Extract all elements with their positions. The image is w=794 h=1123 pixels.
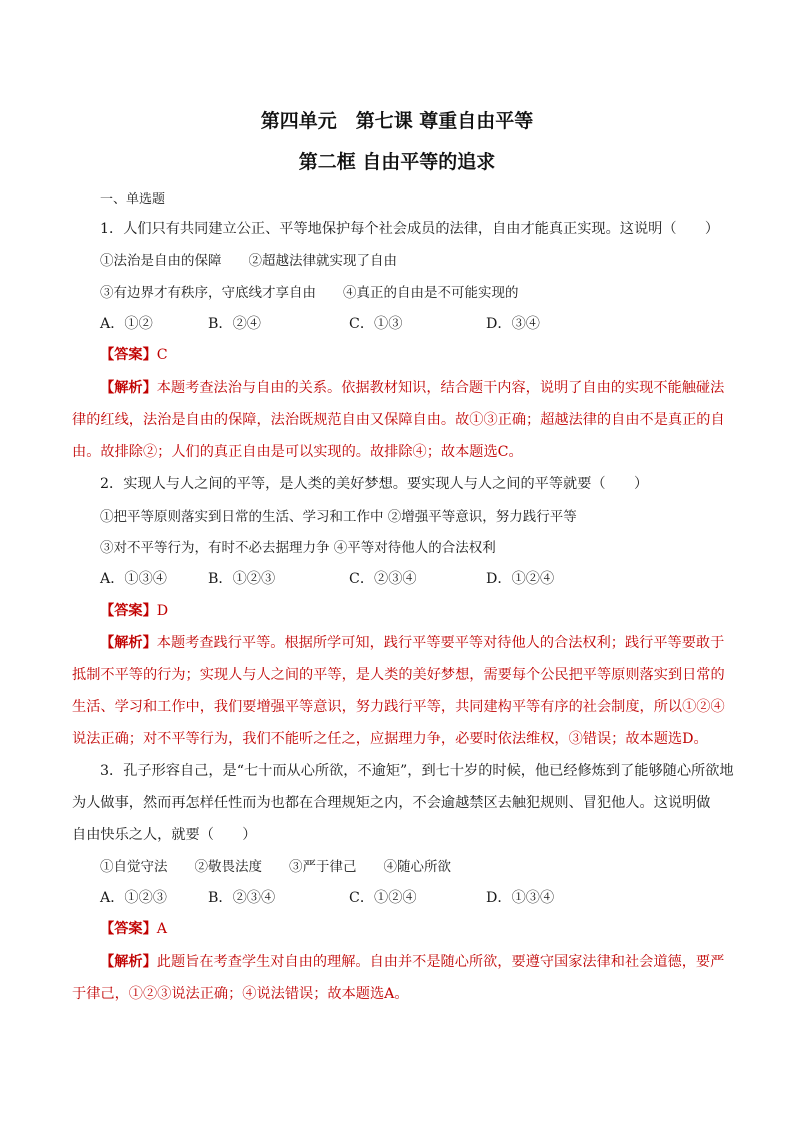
q3-analysis-text-1: 此题旨在考查学生对自由的理解。自由并不是随心所欲，要遵守国家法律和社会道德，要严 (156, 954, 725, 970)
q2-option-b: B．①②③ (208, 571, 276, 587)
q3-analysis-line-1 (100, 952, 725, 972)
q1-analysis-line-3: 由。故排除②；人们的真正自由是可以实现的。故排除④；故本题选C。 (72, 444, 523, 460)
q1-option-a: A．①② (100, 316, 153, 332)
q2-analysis-text-1: 本题考查践行平等。根据所学可知，践行平等要平等对待他人的合法权利；践行平等要敢于 (156, 635, 725, 651)
answer-label: 【答案】 (100, 603, 157, 619)
q2-option-c: C．②③④ (349, 571, 417, 587)
q1-stem: 1．人们只有共同建立公正、平等地保护每个社会成员的法律，自由才能真正实现。这说明（ ） (100, 221, 720, 237)
q1-answer (100, 345, 720, 365)
q3-option-b: B．②③④ (208, 890, 276, 906)
q3-answer (100, 919, 720, 939)
analysis-label: 【解析】 (100, 635, 157, 651)
q3-stem-line-3: 自由快乐之人，就要（ ） (72, 827, 257, 843)
q2-analysis-line-4: 说法正确；对不平等行为，我们不能听之任之，应据理力争，必要时依法维权，③错误；故本题选D。 (72, 731, 708, 747)
q3-option-d: D．①③④ (486, 890, 555, 906)
q1-answer-value: C (156, 347, 168, 363)
q2-analysis-line-3: 生活、学习和工作中，我们要增强平等意识，努力践行平等，共同建构平等有序的社会制度，所以①②④ (72, 699, 725, 715)
q1-option-b: B．②④ (208, 316, 261, 332)
q2-statement-1: ①把平等原则落实到日常的生活、学习和工作中 ②增强平等意识，努力践行平等 (100, 509, 577, 525)
q1-analysis-line-2: 律的红线，法治是自由的保障，法治既规范自由又保障自由。故①③正确；超越法律的自由不是真正的自 (72, 412, 725, 428)
q3-option-c: C．①②④ (349, 890, 417, 906)
analysis-label: 【解析】 (100, 380, 157, 396)
q2-answer-value: D (156, 603, 169, 619)
q1-statement-2: ③有边界才有秩序，守底线才享自由 ④真正的自由是不可能实现的 (100, 285, 519, 301)
q3-stem-line-1: 3．孔子形容自己，是“七十而从心所欲，不逾矩”，到七十岁的时候，他已经修炼到了能够随心所欲地 (100, 763, 734, 779)
lesson-title: 第二框 自由平等的追求 (298, 151, 496, 173)
q1-option-c: C．①③ (349, 316, 403, 332)
answer-label: 【答案】 (100, 347, 157, 363)
answer-label: 【答案】 (100, 921, 157, 937)
q3-option-a: A．①②③ (100, 890, 167, 906)
q2-statement-2: ③对不平等行为，有时不必去据理力争 ④平等对待他人的合法权利 (100, 540, 496, 556)
unit-title: 第四单元 第七课 尊重自由平等 (260, 110, 534, 132)
q1-analysis-line-1 (100, 378, 725, 398)
q3-stem-line-2: 为人做事，然而再怎样任性而为也都在合理规矩之内，不会逾越禁区去触犯规则、冒犯他人。这说明做 (72, 795, 711, 811)
q3-answer-value: A (156, 921, 168, 937)
q1-option-d: D．③④ (486, 316, 540, 332)
q2-analysis-line-2: 抵制不平等的行为；实现人与人之间的平等，是人类的美好梦想，需要每个公民把平等原则落实到日常的 (72, 667, 725, 683)
analysis-label: 【解析】 (100, 954, 157, 970)
section-heading: 一、单选题 (100, 192, 166, 207)
q2-stem: 2．实现人与人之间的平等，是人类的美好梦想。要实现人与人之间的平等就要（ ） (100, 476, 649, 492)
q2-option-d: D．①②④ (486, 571, 555, 587)
q2-analysis-line-1 (100, 633, 725, 653)
q3-statements: ①自觉守法 ②敬畏法度 ③严于律己 ④随心所欲 (100, 859, 451, 875)
q1-statement-1: ①法治是自由的保障 ②超越法律就实现了自由 (100, 253, 397, 269)
q1-analysis-text-1: 本题考查法治与自由的关系。依据教材知识，结合题干内容，说明了自由的实现不能触碰法 (156, 380, 725, 396)
q2-option-a: A．①③④ (100, 571, 167, 587)
q3-analysis-line-2: 于律己，①②③说法正确；④说法错误；故本题选A。 (72, 986, 409, 1002)
q2-answer (100, 601, 720, 621)
